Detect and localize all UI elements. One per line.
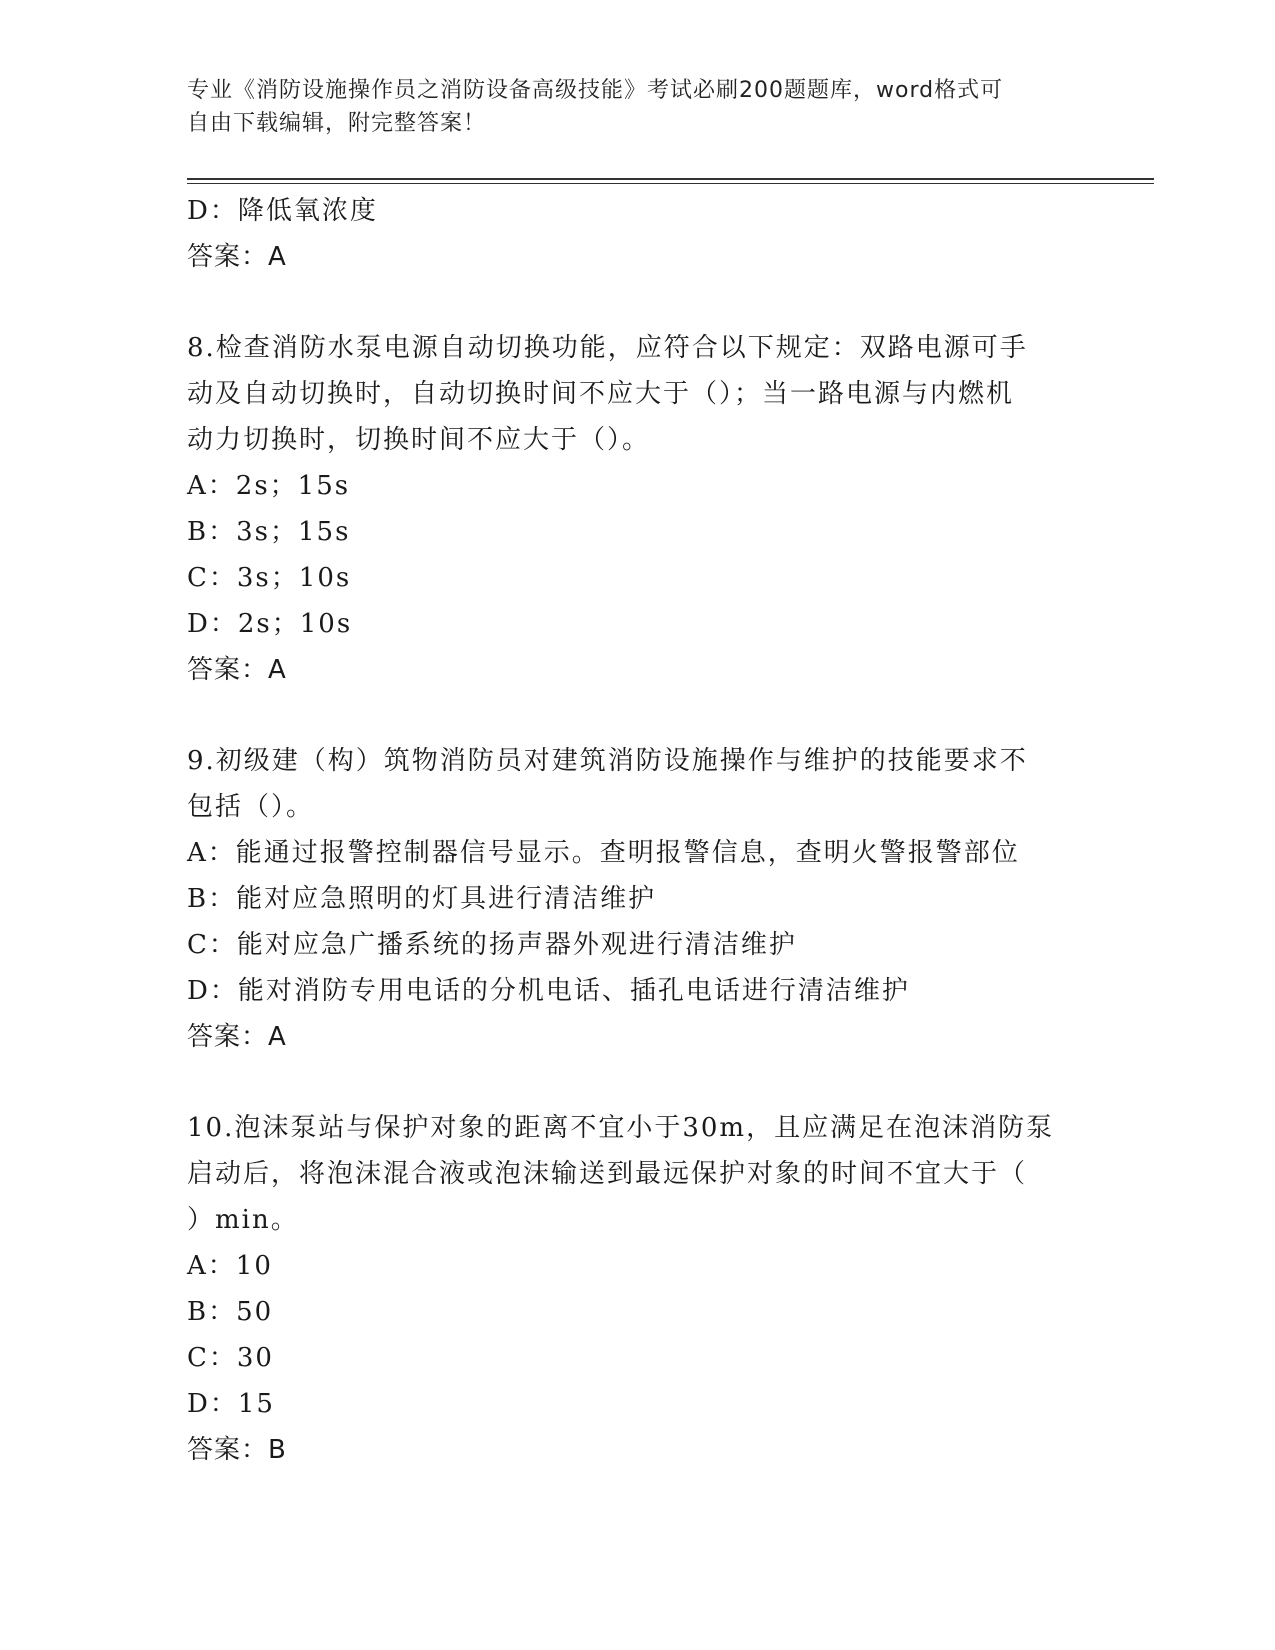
- page-header: [187, 74, 1067, 140]
- question-10: [187, 1105, 1087, 1473]
- question-9: [187, 738, 1087, 1060]
- option-a: A：2s；15s: [187, 471, 351, 501]
- answer-line: 答案：A: [187, 655, 287, 685]
- option-a: A：能通过报警控制器信号显示。查明报警信息，查明火警报警部位: [187, 838, 1020, 868]
- document-body: [187, 188, 1087, 1473]
- answer-line: 答案：A: [187, 1022, 287, 1052]
- option-a: A：10: [187, 1251, 273, 1281]
- question-text-line: ）min。: [187, 1205, 299, 1235]
- spacer: [187, 693, 1087, 738]
- header-divider: [187, 178, 1154, 184]
- option-d: D：降低氧浓度: [187, 196, 378, 226]
- question-text-line: 动力切换时，切换时间不应大于（）。: [187, 425, 651, 455]
- option-c: C：能对应急广播系统的扬声器外观进行清洁维护: [187, 930, 797, 960]
- option-b: B：50: [187, 1297, 274, 1327]
- option-c: C：3s；10s: [187, 563, 352, 593]
- question-text-line: 9.初级建（构）筑物消防员对建筑消防设施操作与维护的技能要求不: [187, 746, 1028, 776]
- answer-line: 答案：A: [187, 242, 287, 272]
- header-line-1: 专业《消防设施操作员之消防设备高级技能》考试必刷200题题库，word格式可: [187, 78, 1004, 103]
- option-d: D：能对消防专用电话的分机电话、插孔电话进行清洁维护: [187, 976, 910, 1006]
- question-text-line: 包括（）。: [187, 792, 315, 822]
- spacer: [187, 280, 1087, 325]
- question-text-line: 8.检查消防水泵电源自动切换功能，应符合以下规定：双路电源可手: [187, 333, 1028, 363]
- carry-over-question: [187, 188, 1087, 280]
- option-d: D：15: [187, 1389, 275, 1419]
- answer-line: 答案：B: [187, 1435, 287, 1465]
- option-c: C：30: [187, 1343, 274, 1373]
- header-line-2: 自由下载编辑，附完整答案！: [187, 111, 487, 136]
- question-text-line: 启动后，将泡沫混合液或泡沫输送到最远保护对象的时间不宜大于（: [187, 1159, 1028, 1189]
- question-text-line: 动及自动切换时，自动切换时间不应大于（）；当一路电源与内燃机: [187, 379, 1015, 409]
- question-8: [187, 325, 1087, 693]
- spacer: [187, 1060, 1087, 1105]
- option-b: B：3s；15s: [187, 517, 351, 547]
- option-b: B：能对应急照明的灯具进行清洁维护: [187, 884, 657, 914]
- question-text-line: 10.泡沫泵站与保护对象的距离不宜小于30m，且应满足在泡沫消防泵: [187, 1113, 1055, 1143]
- option-d: D：2s；10s: [187, 609, 353, 639]
